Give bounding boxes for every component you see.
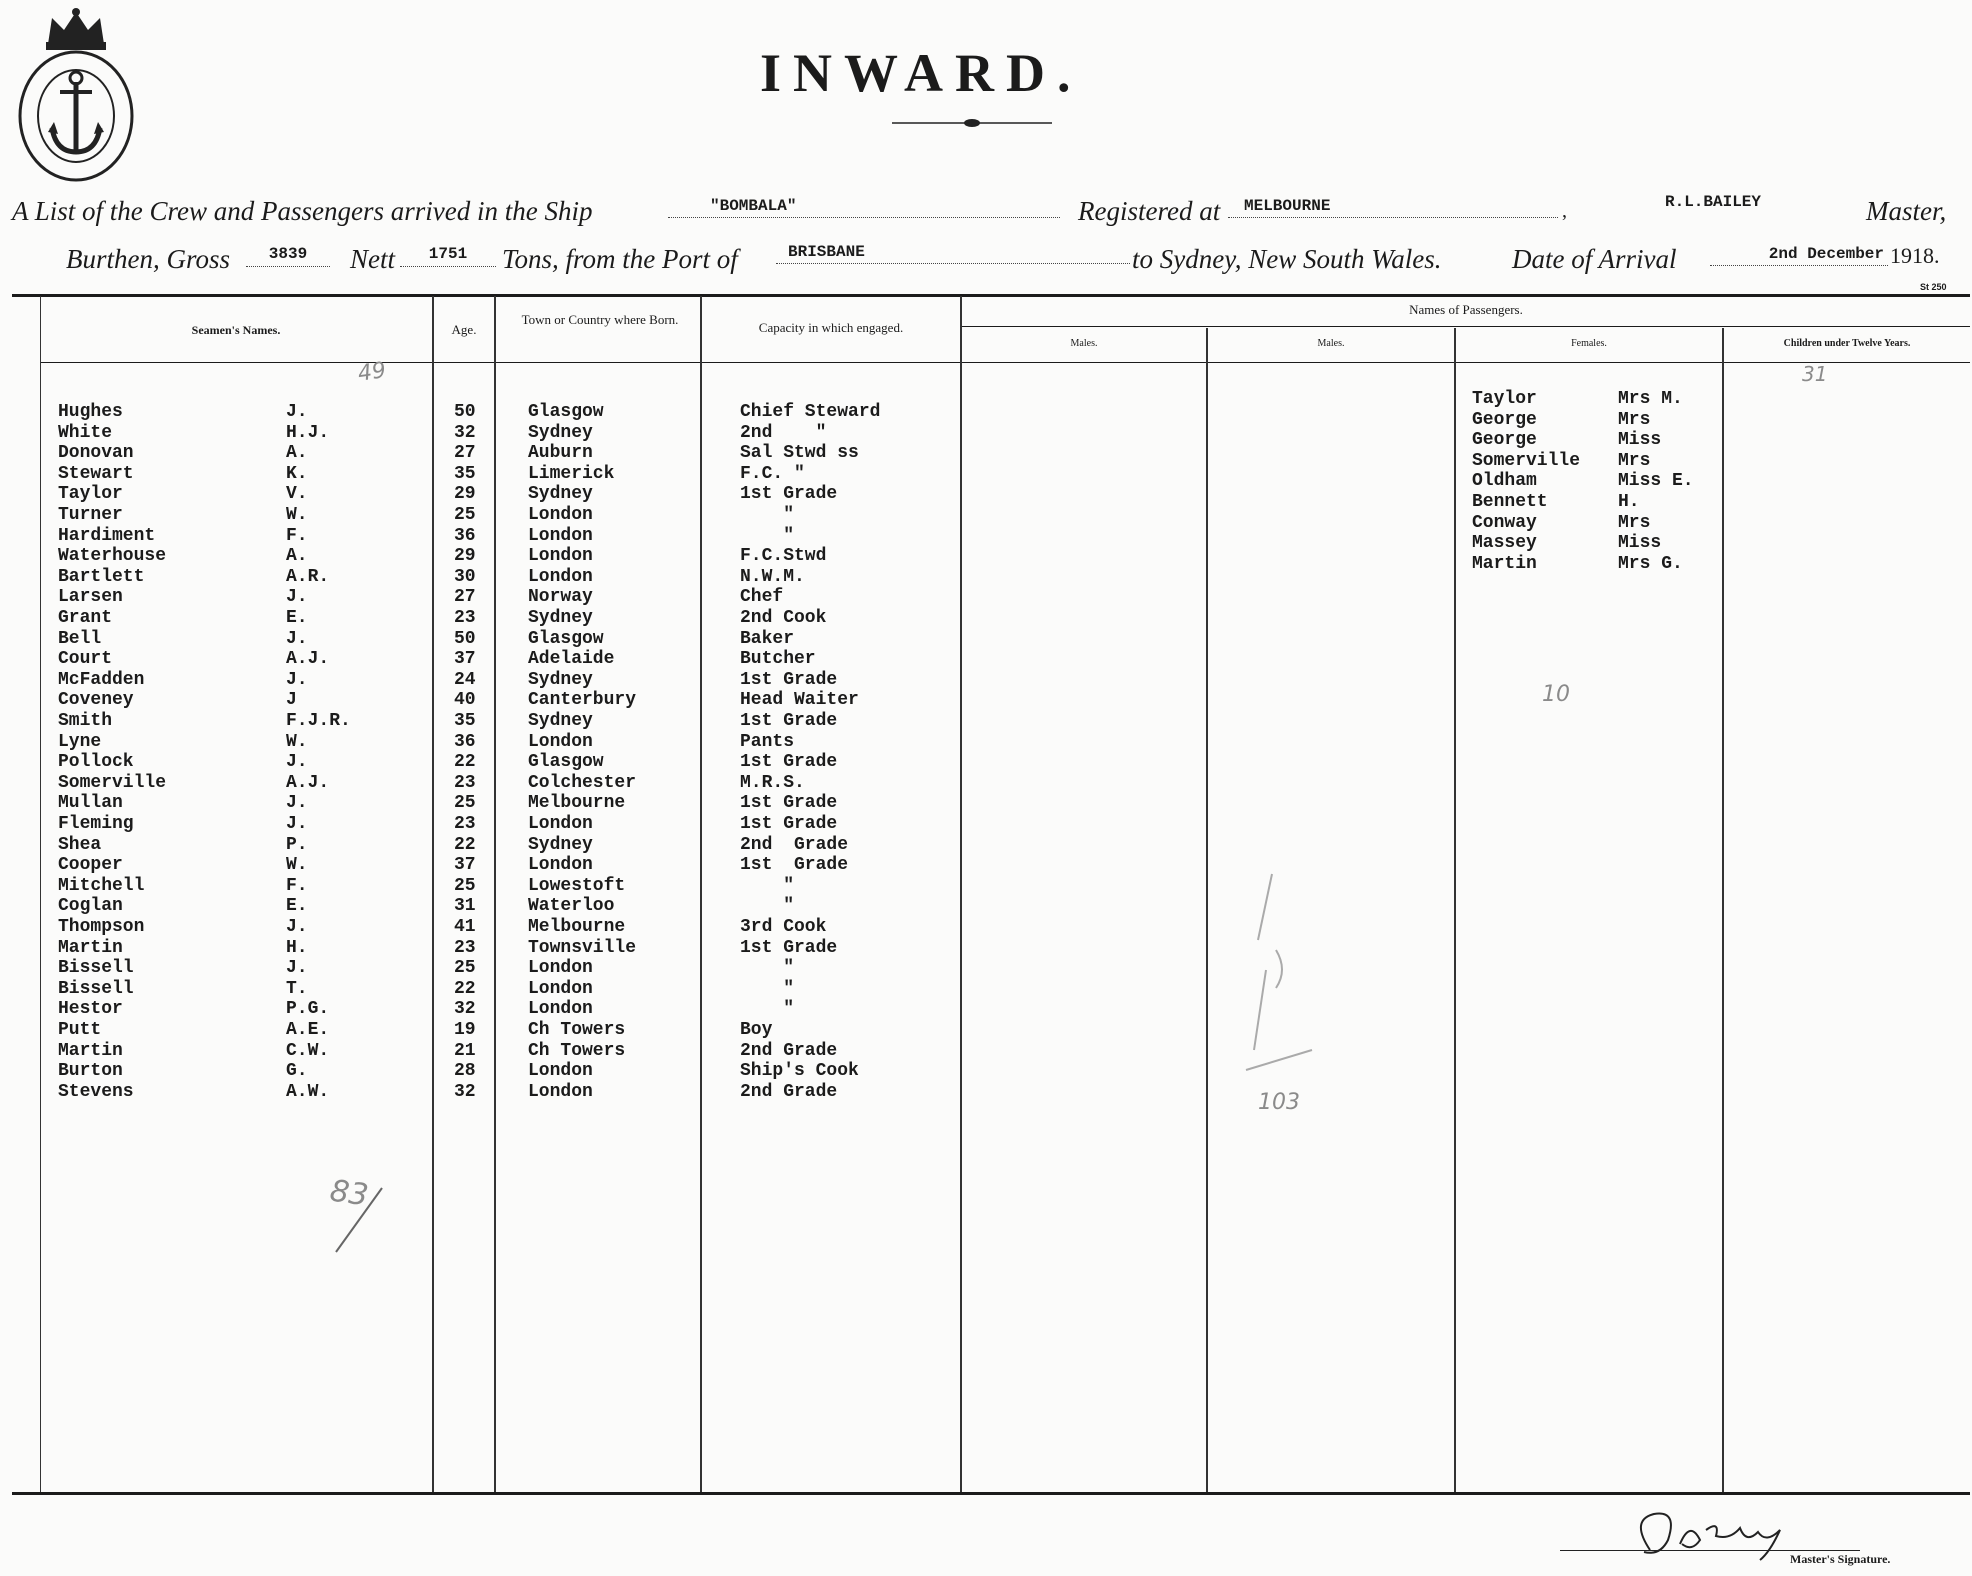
- crew-age: 21: [454, 1040, 476, 1061]
- crew-initials: J.: [286, 628, 308, 649]
- passenger-title: Mrs: [1618, 409, 1651, 430]
- crew-surname: Thompson: [58, 917, 145, 937]
- crew-age: 35: [454, 463, 476, 484]
- crew-town: Sydney: [528, 608, 593, 628]
- crew-capacity: ": [740, 999, 795, 1020]
- crew-initials: T.: [286, 978, 308, 999]
- crew-town: London: [528, 546, 593, 567]
- crew-initials: J.: [286, 917, 308, 937]
- shipping-masters-seal-icon: [12, 4, 140, 184]
- crew-initials: F.: [286, 875, 308, 896]
- crew-initials: W.: [286, 855, 308, 876]
- female-passenger-row: [1472, 451, 1712, 472]
- crew-capacity: 2nd Grade: [740, 1040, 838, 1061]
- crew-surname: White: [58, 422, 113, 443]
- crew-surname: Hestor: [58, 999, 123, 1020]
- crew-row: [0, 546, 960, 567]
- passenger-title: Mrs: [1618, 450, 1651, 471]
- crew-age: 50: [454, 628, 476, 649]
- crew-town: London: [528, 566, 593, 587]
- table-bottom-rule: [12, 1492, 1970, 1495]
- crew-row: [0, 1061, 960, 1082]
- crew-row: [0, 814, 960, 835]
- crew-capacity: ": [740, 875, 795, 896]
- crew-town: Norway: [528, 587, 593, 608]
- crew-initials: J.: [286, 958, 308, 979]
- crew-town: London: [528, 978, 593, 999]
- crew-town: London: [528, 525, 593, 546]
- crew-initials: J.: [286, 814, 308, 834]
- crew-surname: Coglan: [58, 896, 123, 917]
- crew-town: Auburn: [528, 443, 593, 464]
- crew-initials: K.: [286, 463, 308, 484]
- column-header-rule: [40, 362, 1970, 363]
- registered-port-field: MELBOURNE: [1228, 196, 1558, 218]
- crew-initials: G.: [286, 1061, 308, 1082]
- crew-capacity: 1st Grade: [740, 669, 838, 690]
- crew-row: [0, 587, 960, 608]
- crew-town: London: [528, 505, 593, 525]
- crew-surname: Coveney: [58, 690, 134, 711]
- crew-surname: Waterhouse: [58, 546, 167, 567]
- nett-label: Nett: [350, 244, 395, 274]
- crew-age: 23: [454, 772, 476, 793]
- nett-tons-field: 1751: [400, 244, 496, 267]
- crew-surname: Grant: [58, 608, 113, 628]
- comma-separator: ,: [1562, 200, 1567, 222]
- crew-row: [0, 608, 960, 629]
- crew-row: [0, 1082, 960, 1103]
- year-prefix: 19: [1890, 243, 1912, 268]
- crew-capacity: 2nd Grade: [740, 834, 849, 855]
- crew-capacity: 2nd ": [740, 422, 827, 443]
- crew-capacity: Boy: [740, 1020, 773, 1040]
- crew-town: Melbourne: [528, 793, 626, 814]
- crew-initials: E.: [286, 896, 308, 917]
- crew-initials: F.: [286, 525, 308, 546]
- crew-initials: J.: [286, 793, 308, 814]
- crew-row: [0, 999, 960, 1020]
- to-sydney-text: to Sydney, New South Wales.: [1132, 244, 1442, 274]
- crew-initials: A.E.: [286, 1020, 330, 1040]
- crew-capacity: 1st Grade: [740, 484, 838, 505]
- gross-tons-field: 3839: [246, 244, 330, 267]
- crew-age: 36: [454, 525, 476, 546]
- crew-age: 25: [454, 875, 476, 896]
- crew-age: 27: [454, 443, 476, 464]
- female-passenger-row: [1472, 410, 1712, 431]
- crew-initials: A.J.: [286, 649, 330, 670]
- crew-surname: Cooper: [58, 855, 123, 876]
- master-name-field: R.L.BAILEY: [1664, 193, 1761, 211]
- crew-surname: Lyne: [58, 731, 102, 752]
- crew-capacity: ": [740, 505, 795, 525]
- crew-surname: Hardiment: [58, 525, 156, 546]
- table-top-rule: [12, 294, 1970, 297]
- crew-town: London: [528, 1081, 593, 1102]
- registered-at-label: Registered at: [1078, 196, 1221, 226]
- crew-age: 27: [454, 587, 476, 608]
- crew-town: Canterbury: [528, 690, 637, 711]
- crew-age: 29: [454, 484, 476, 505]
- crew-town: London: [528, 855, 593, 876]
- crew-initials: J.: [286, 402, 308, 422]
- pencil-tally: 103: [1258, 1090, 1300, 1115]
- crew-row: [0, 752, 960, 773]
- crew-age: 32: [454, 999, 476, 1020]
- crew-capacity: Ship's Cook: [740, 1061, 859, 1082]
- year-suffix: 18.: [1912, 243, 1940, 268]
- crew-town: Adelaide: [528, 649, 615, 670]
- crew-surname: Hughes: [58, 402, 123, 422]
- crew-town: London: [528, 1061, 593, 1082]
- crew-row: [0, 567, 960, 588]
- crew-surname: Fleming: [58, 814, 134, 834]
- crew-row: [0, 464, 960, 485]
- crew-initials: A.R.: [286, 566, 330, 587]
- crew-age: 24: [454, 669, 476, 690]
- passengers-subheader-rule: [960, 326, 1970, 327]
- crew-town: Sydney: [528, 669, 593, 690]
- crew-town: London: [528, 731, 593, 752]
- crew-age: 23: [454, 814, 476, 834]
- passenger-title: Mrs: [1618, 512, 1651, 533]
- masters-signature-label: Master's Signature.: [1790, 1552, 1891, 1566]
- crew-row: [0, 979, 960, 1000]
- female-passenger-row: [1472, 513, 1712, 534]
- passenger-surname: Oldham: [1472, 471, 1537, 492]
- crew-surname: Bissell: [58, 958, 134, 979]
- crew-initials: J.: [286, 587, 308, 608]
- crew-initials: J: [286, 690, 297, 711]
- crew-capacity: 3rd Cook: [740, 917, 827, 937]
- crew-row: [0, 896, 960, 917]
- pencil-mark-top: 49: [356, 358, 388, 387]
- crew-initials: V.: [286, 484, 308, 505]
- crew-surname: Bissell: [58, 978, 134, 999]
- crew-capacity: Pants: [740, 731, 795, 752]
- crew-town: Sydney: [528, 484, 593, 505]
- crew-age: 40: [454, 690, 476, 711]
- crew-surname: Martin: [58, 1040, 123, 1061]
- crew-initials: J.: [286, 669, 308, 690]
- crew-row: [0, 423, 960, 444]
- passenger-title: H.: [1618, 492, 1640, 512]
- crew-row: [0, 793, 960, 814]
- crew-initials: C.W.: [286, 1040, 330, 1061]
- crew-age: 22: [454, 834, 476, 855]
- form-code: St 250: [1920, 282, 1947, 292]
- crew-initials: A.W.: [286, 1081, 330, 1102]
- crew-town: Ch Towers: [528, 1020, 626, 1040]
- ship-name-field: "BOMBALA": [668, 196, 1060, 218]
- col-header-capacity: Capacity in which engaged.: [758, 320, 904, 335]
- col-divider-females-children: [1722, 328, 1724, 1492]
- crew-surname: Turner: [58, 505, 123, 525]
- col-header-children: Children under Twelve Years.: [1783, 338, 1911, 349]
- crew-capacity: Butcher: [740, 649, 816, 670]
- crew-town: Colchester: [528, 772, 637, 793]
- crew-initials: H.: [286, 937, 308, 958]
- crew-age: 50: [454, 402, 476, 422]
- crew-row: [0, 917, 960, 938]
- page-title: INWARD.: [760, 43, 1083, 103]
- crew-surname: Bell: [58, 628, 102, 649]
- crew-surname: Smith: [58, 711, 113, 731]
- crew-initials: A.J.: [286, 772, 330, 793]
- crew-row: [0, 773, 960, 794]
- passenger-surname: Massey: [1472, 533, 1537, 554]
- from-port-label: Tons, from the Port of: [502, 244, 738, 274]
- passenger-title: Miss E.: [1618, 471, 1694, 492]
- crew-town: Limerick: [528, 463, 615, 484]
- crew-age: 32: [454, 1081, 476, 1102]
- pencil-mark-females: 10: [1542, 682, 1570, 707]
- crew-row: [0, 505, 960, 526]
- arrival-date-field: 2nd December: [1710, 244, 1888, 266]
- crew-capacity: 2nd Cook: [740, 608, 827, 628]
- passenger-surname: George: [1472, 430, 1537, 451]
- crew-initials: F.J.R.: [286, 711, 351, 731]
- crew-capacity: M.R.S.: [740, 772, 805, 793]
- crew-surname: Stewart: [58, 463, 134, 484]
- crew-capacity: ": [740, 525, 795, 546]
- crew-age: 25: [454, 793, 476, 814]
- crew-surname: Mullan: [58, 793, 123, 814]
- crew-row: [0, 1020, 960, 1041]
- crew-age: 19: [454, 1020, 476, 1040]
- crew-capacity: Baker: [740, 628, 795, 649]
- crew-capacity: Chief Steward: [740, 402, 881, 422]
- female-passenger-row: [1472, 471, 1712, 492]
- from-port-field: BRISBANE: [776, 242, 1130, 264]
- crew-town: London: [528, 814, 593, 834]
- crew-row: [0, 876, 960, 897]
- crew-row: [0, 1041, 960, 1062]
- passenger-surname: Bennett: [1472, 492, 1548, 512]
- crew-age: 37: [454, 649, 476, 670]
- crew-capacity: 1st Grade: [740, 711, 838, 731]
- crew-age: 25: [454, 505, 476, 525]
- crew-capacity: 1st Grade: [740, 752, 838, 773]
- crew-age: 25: [454, 958, 476, 979]
- col-header-passengers: Names of Passengers.: [1409, 302, 1523, 317]
- crew-capacity: 1st Grade: [740, 814, 838, 834]
- crew-initials: W.: [286, 505, 308, 525]
- crew-capacity: ": [740, 978, 795, 999]
- passenger-title: Mrs G.: [1618, 553, 1683, 574]
- crew-age: 22: [454, 752, 476, 773]
- crew-surname: Bartlett: [58, 566, 145, 587]
- crew-age: 30: [454, 566, 476, 587]
- crew-surname: Mitchell: [58, 875, 145, 896]
- master-signature-image: [1620, 1500, 1800, 1570]
- crew-town: Sydney: [528, 422, 593, 443]
- crew-row: [0, 484, 960, 505]
- crew-initials: P.: [286, 834, 308, 855]
- crew-capacity: 1st Grade: [740, 793, 838, 814]
- crew-age: 41: [454, 917, 476, 937]
- crew-initials: P.G.: [286, 999, 330, 1020]
- pencil-crew-count: 83: [327, 1173, 371, 1214]
- passenger-surname: George: [1472, 409, 1537, 430]
- passenger-title: Mrs M.: [1618, 389, 1683, 409]
- crew-initials: E.: [286, 608, 308, 628]
- signature-line: [1560, 1550, 1860, 1551]
- crew-capacity: 2nd Grade: [740, 1081, 838, 1102]
- crew-row: [0, 958, 960, 979]
- crew-row: [0, 732, 960, 753]
- col-header-males-1: Males.: [1070, 338, 1098, 349]
- crew-town: Sydney: [528, 834, 593, 855]
- crew-surname: Burton: [58, 1061, 123, 1082]
- crew-town: Sydney: [528, 711, 593, 731]
- crew-surname: McFadden: [58, 669, 145, 690]
- pencil-tally-marks: [1236, 870, 1326, 1090]
- crew-age: 32: [454, 422, 476, 443]
- crew-town: Glasgow: [528, 402, 604, 422]
- crew-age: 35: [454, 711, 476, 731]
- crew-row: [0, 690, 960, 711]
- crew-surname: Taylor: [58, 484, 123, 505]
- crew-row: [0, 402, 960, 423]
- crew-capacity: F.C.Stwd: [740, 546, 827, 567]
- female-passenger-row: [1472, 492, 1712, 513]
- crew-surname: Pollock: [58, 752, 134, 773]
- crew-age: 22: [454, 978, 476, 999]
- female-passenger-row: [1472, 389, 1712, 410]
- crew-age: 31: [454, 896, 476, 917]
- female-passenger-row: [1472, 554, 1712, 575]
- crew-surname: Somerville: [58, 772, 167, 793]
- crew-row: [0, 711, 960, 732]
- col-divider-males-females: [1454, 328, 1456, 1492]
- crew-age: 36: [454, 731, 476, 752]
- crew-capacity: ": [740, 896, 795, 917]
- crew-initials: W.: [286, 731, 308, 752]
- crew-surname: Stevens: [58, 1081, 134, 1102]
- crew-capacity: 1st Grade: [740, 937, 838, 958]
- passenger-surname: Conway: [1472, 512, 1537, 533]
- col-header-age: Age.: [451, 322, 477, 337]
- crew-row: [0, 670, 960, 691]
- crew-capacity: F.C. ": [740, 463, 805, 484]
- crew-town: Townsville: [528, 937, 637, 958]
- passenger-surname: Taylor: [1472, 389, 1537, 409]
- female-passenger-row: [1472, 533, 1712, 554]
- pencil-slash-mark: [328, 1186, 388, 1256]
- crew-town: London: [528, 958, 593, 979]
- crew-age: 29: [454, 546, 476, 567]
- crew-capacity: N.W.M.: [740, 566, 805, 587]
- crew-town: Ch Towers: [528, 1040, 626, 1061]
- crew-row: [0, 855, 960, 876]
- crew-surname: Court: [58, 649, 113, 670]
- crew-row: [0, 629, 960, 650]
- crew-age: 28: [454, 1061, 476, 1082]
- crew-town: Waterloo: [528, 896, 615, 917]
- crew-capacity: ": [740, 958, 795, 979]
- passenger-title: Miss: [1618, 533, 1662, 554]
- crew-capacity: Head Waiter: [740, 690, 859, 711]
- crew-town: Glasgow: [528, 752, 604, 773]
- date-of-arrival-label: Date of Arrival: [1512, 244, 1677, 274]
- passenger-surname: Martin: [1472, 553, 1537, 574]
- col-divider-males-males: [1206, 328, 1208, 1492]
- col-divider-capacity-males: [960, 296, 962, 1492]
- crew-initials: J.: [286, 752, 308, 773]
- crew-surname: Shea: [58, 834, 102, 855]
- col-header-town: Town or Country where Born.: [521, 312, 679, 327]
- crew-age: 23: [454, 608, 476, 628]
- col-header-females: Females.: [1571, 338, 1607, 349]
- header-line1-text: A List of the Crew and Passengers arrived in the Ship: [12, 196, 593, 226]
- burthen-gross-label: Burthen, Gross: [66, 244, 231, 274]
- crew-capacity: Sal Stwd ss: [740, 443, 859, 464]
- crew-town: Glasgow: [528, 628, 604, 649]
- crew-age: 37: [454, 855, 476, 876]
- passenger-title: Miss: [1618, 430, 1662, 451]
- col-header-males-2: Males.: [1317, 338, 1345, 349]
- crew-town: London: [528, 999, 593, 1020]
- crew-row: [0, 526, 960, 547]
- passenger-surname: Somerville: [1472, 450, 1581, 471]
- crew-capacity: Chef: [740, 587, 784, 608]
- crew-initials: A.: [286, 443, 308, 464]
- crew-row: [0, 835, 960, 856]
- col-header-seamens-names: Seamen's Names.: [191, 323, 281, 337]
- crew-town: Lowestoft: [528, 875, 626, 896]
- title-ornament-rule: [892, 116, 1052, 130]
- crew-town: Melbourne: [528, 917, 626, 937]
- crew-row: [0, 443, 960, 464]
- crew-row: [0, 649, 960, 670]
- female-passenger-row: [1472, 430, 1712, 451]
- crew-capacity: 1st Grade: [740, 855, 849, 876]
- crew-age: 23: [454, 937, 476, 958]
- master-label: Master,: [1866, 196, 1947, 226]
- crew-surname: Martin: [58, 937, 123, 958]
- pencil-mark-children: 31: [1802, 362, 1828, 386]
- crew-surname: Donovan: [58, 443, 134, 464]
- crew-surname: Putt: [58, 1020, 102, 1040]
- crew-initials: A.: [286, 546, 308, 567]
- crew-row: [0, 938, 960, 959]
- crew-initials: H.J.: [286, 422, 330, 443]
- crew-surname: Larsen: [58, 587, 123, 608]
